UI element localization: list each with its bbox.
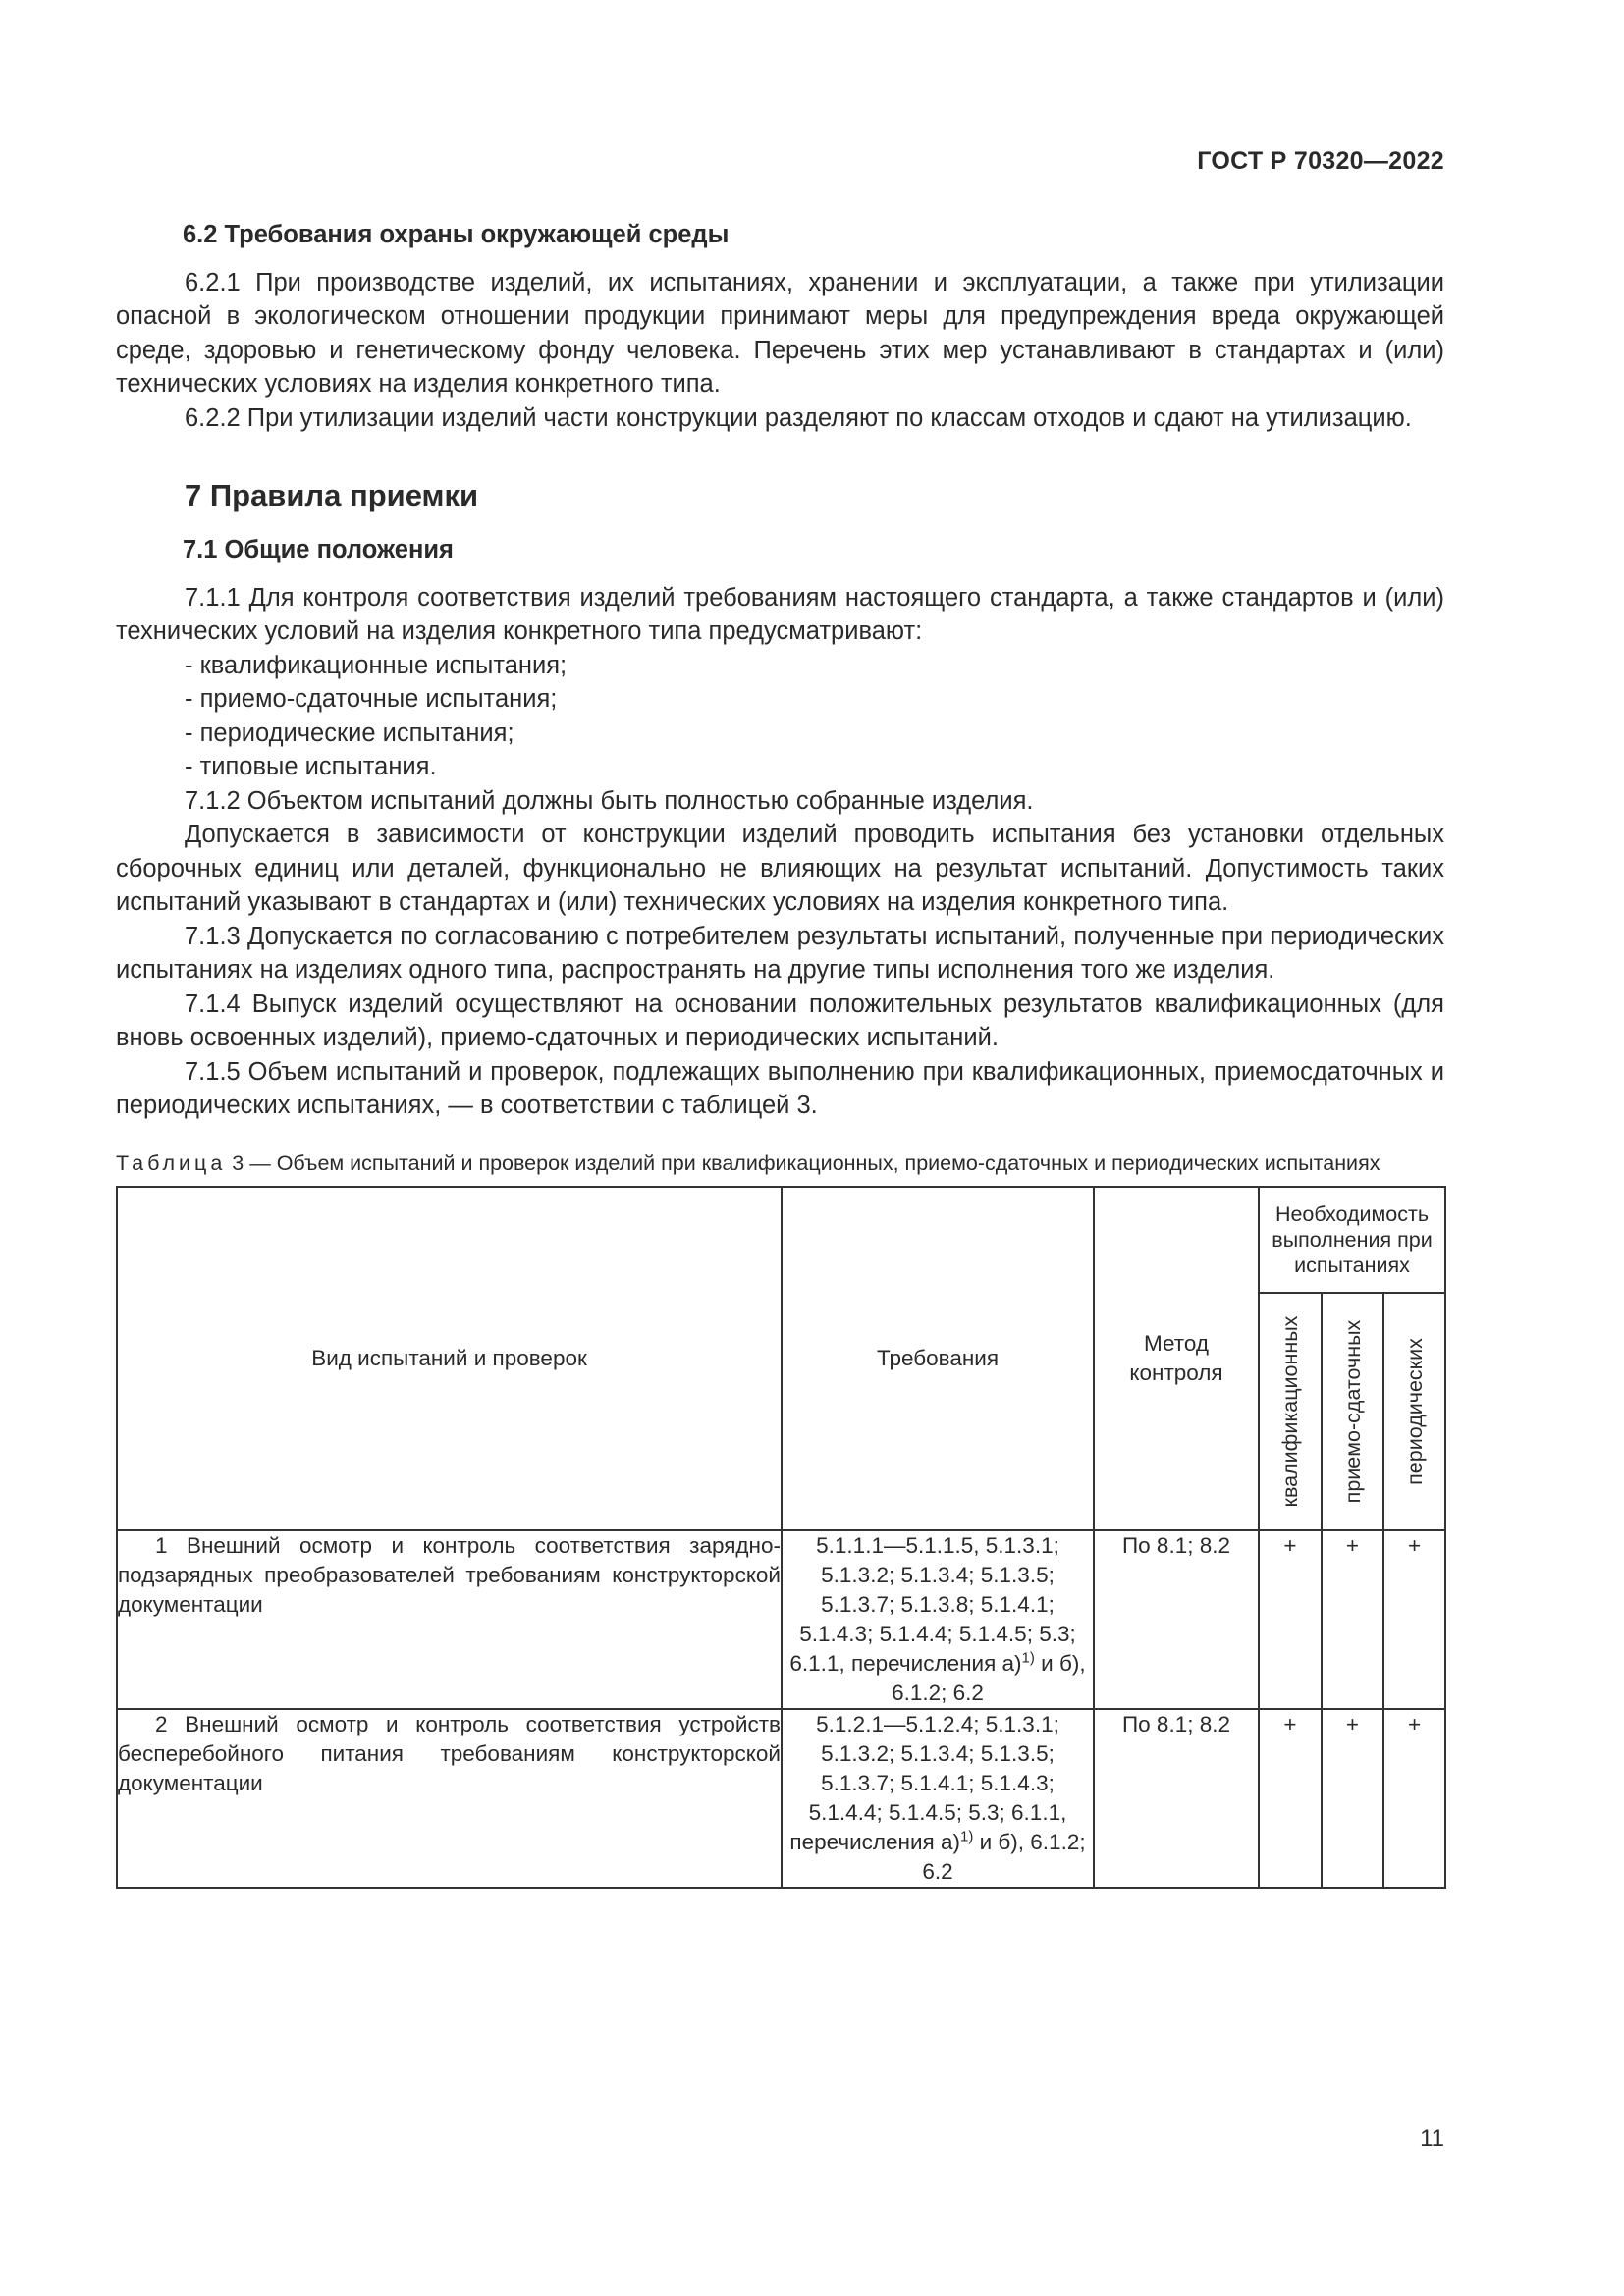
- row-1-kind-text: 1 Внешний осмотр и контроль соответствия зарядно-подзарядных преобразователей требованиям конструкторской документации: [118, 1532, 781, 1617]
- row-2-acceptance: +: [1322, 1709, 1383, 1888]
- header-periodic-label: периодических: [1402, 1337, 1427, 1485]
- header-method: Метод контроля: [1094, 1187, 1259, 1530]
- row-2-req-footnote: 1): [960, 1828, 974, 1844]
- row-1-qualification: +: [1259, 1530, 1322, 1709]
- header-acceptance-label: приемо-сдаточных: [1340, 1319, 1365, 1503]
- section-7-heading: 7 Правила приемки: [185, 478, 479, 512]
- section-6-2-heading: 6.2 Требования охраны окружающей среды: [183, 221, 730, 248]
- header-requirements: Требования: [782, 1187, 1094, 1530]
- paragraph-7-1-1: 7.1.1 Для контроля соответствия изделий требованиям настоящего стандарта, а также стандартов и (или) технических условий на изделия конкретного типа предусматривают:: [116, 583, 1444, 645]
- list-item: - периодические испытания;: [185, 719, 514, 747]
- row-1-requirements: [782, 1530, 1094, 1709]
- paragraph-6-2-1: 6.2.1 При производстве изделий, их испытаниях, хранении и эксплуатации, а также при утилизации опасной в экологическом отношении продукции принимают меры для предупреждения вреда окружающей среде, здоровью и генетическому фонду человека. Перечень этих мер устанавливают в стандартах и (или) технических условиях на изделия конкретного типа.: [116, 268, 1444, 398]
- row-2-req-main: 5.1.2.1—5.1.2.4; 5.1.3.1; 5.1.3.2; 5.1.3.4; 5.1.3.5; 5.1.3.7; 5.1.4.1; 5.1.4.3; 5.1.4.4; 5.1.4.5; 5.3; 6.1.1, перечисления а): [789, 1711, 1067, 1854]
- header-qualification-label: квалификационных: [1278, 1315, 1302, 1507]
- row-2-kind: [117, 1709, 782, 1888]
- row-2-requirements: [782, 1709, 1094, 1888]
- row-1-kind: [117, 1530, 782, 1709]
- paragraph-7-1-2-continued: Допускается в зависимости от конструкции изделий проводить испытания без установки отдельных сборочных единиц или деталей, функционально не влияющих на результат испытаний. Допустимость таких испытаний указывают в стандартах и (или) технических условиях на изделия конкретного типа.: [116, 821, 1444, 916]
- table-caption-text: 3 — Объем испытаний и проверок изделий при квалификационных, приемо-сдаточных и периодических испытаниях: [232, 1150, 1380, 1175]
- document-id: ГОСТ Р 70320—2022: [1197, 147, 1444, 175]
- paragraph-7-1-3: 7.1.3 Допускается по согласованию с потребителем результаты испытаний, полученные при периодических испытаниях на изделиях одного типа, распространять на другие типы исполнения того же изделия.: [116, 922, 1444, 984]
- row-1-method: По 8.1; 8.2: [1094, 1530, 1259, 1709]
- table-row: [117, 1709, 1445, 1888]
- table-row: [117, 1530, 1445, 1709]
- list-item: - приемо-сдаточные испытания;: [185, 685, 558, 713]
- row-1-acceptance: +: [1322, 1530, 1383, 1709]
- list-item: - типовые испытания.: [185, 753, 437, 780]
- page-number: 11: [1420, 2125, 1444, 2152]
- row-2-kind-text: 2 Внешний осмотр и контроль соответствия устройств бесперебойного питания требованиям конструкторской документации: [118, 1711, 781, 1795]
- header-qualification: [1259, 1293, 1322, 1530]
- paragraph-7-1-4: 7.1.4 Выпуск изделий осуществляют на основании положительных результатов квалификационных (для вновь освоенных изделий), приемо-сдаточных и периодических испытаний.: [116, 989, 1444, 1051]
- row-2-req-tail: и б), 6.1.2; 6.2: [922, 1829, 1086, 1884]
- header-acceptance: [1322, 1293, 1383, 1530]
- row-1-req-tail: и б), 6.1.2; 6.2: [892, 1650, 1086, 1705]
- header-necessity: Необходимость выполнения при испытаниях: [1259, 1187, 1445, 1293]
- paragraph-7-1-5: 7.1.5 Объем испытаний и проверок, подлежащих выполнению при квалификационных, приемосдаточных и периодических испытаниях, — в соответствии с таблицей 3.: [116, 1057, 1444, 1119]
- row-1-req-main: 5.1.1.1—5.1.1.5, 5.1.3.1; 5.1.3.2; 5.1.3.4; 5.1.3.5; 5.1.3.7; 5.1.3.8; 5.1.4.1; 5.1.4.3; 5.1.4.4; 5.1.4.5; 5.3; 6.1.1, перечисления а): [789, 1532, 1076, 1676]
- document-body: [116, 218, 1444, 1889]
- row-2-qualification: +: [1259, 1709, 1322, 1888]
- row-2-method: По 8.1; 8.2: [1094, 1709, 1259, 1888]
- row-1-req-footnote: 1): [1021, 1649, 1035, 1666]
- row-2-periodic: +: [1383, 1709, 1445, 1888]
- row-1-periodic: +: [1383, 1530, 1445, 1709]
- paragraph-6-2-2: 6.2.2 При утилизации изделий части конструкции разделяют по классам отходов и сдают на утилизацию.: [185, 403, 1412, 432]
- header-kind: Вид испытаний и проверок: [117, 1187, 782, 1530]
- table-3: [116, 1186, 1446, 1889]
- table-caption: [116, 1150, 1444, 1176]
- list-item: - квалификационные испытания;: [185, 651, 568, 679]
- header-periodic: [1383, 1293, 1445, 1530]
- section-7-1-heading: 7.1 Общие положения: [183, 536, 454, 563]
- paragraph-7-1-2: 7.1.2 Объектом испытаний должны быть полностью собранные изделия.: [185, 786, 1034, 815]
- table-caption-label: Таблица: [116, 1150, 227, 1175]
